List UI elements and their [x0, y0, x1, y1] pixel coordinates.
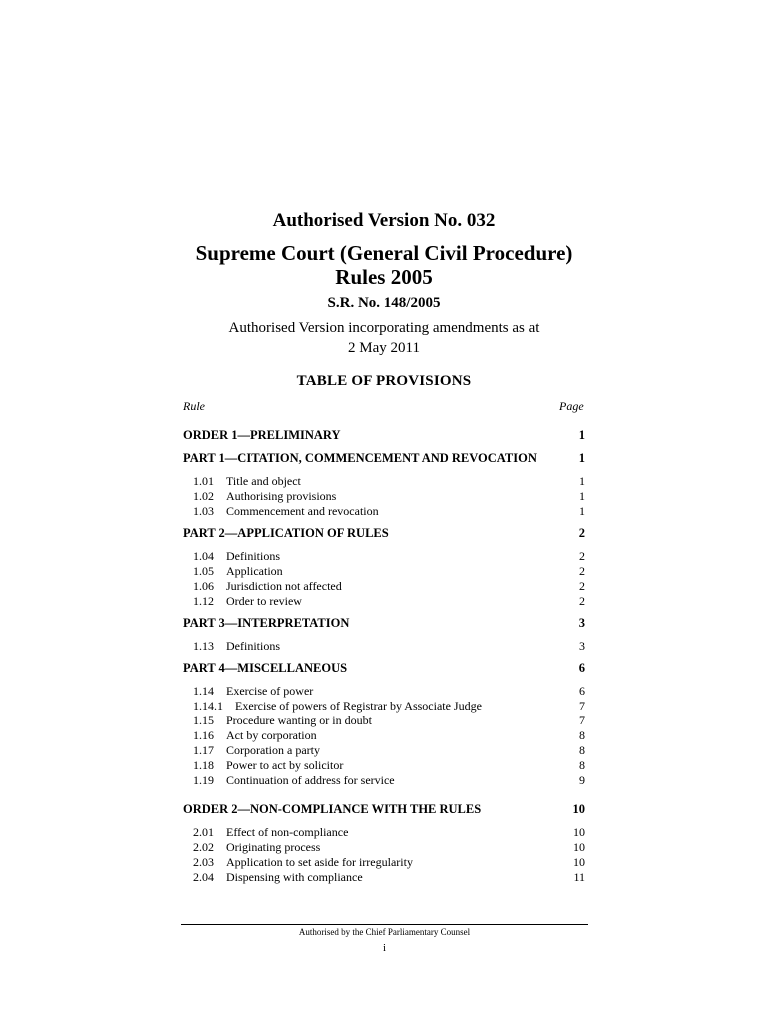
- toc-page-number: 6: [578, 661, 585, 675]
- column-heading-page: Page: [559, 399, 584, 413]
- rule-title: Authorising provisions: [226, 489, 337, 503]
- toc-heading-label: PART 4—MISCELLANEOUS: [183, 661, 348, 675]
- toc-heading-label: PART 3—INTERPRETATION: [183, 616, 350, 630]
- rule-number: 1.12: [193, 594, 214, 608]
- toc-page-number: 3: [579, 639, 585, 653]
- toc-page-number: 6: [579, 684, 585, 698]
- toc-page-number: 1: [579, 504, 585, 518]
- toc-page-number: 7: [579, 713, 585, 727]
- rule-number: 1.13: [193, 639, 214, 653]
- rule-title: Power to act by solicitor: [226, 758, 344, 772]
- rule-number: 1.14.1: [193, 699, 223, 713]
- rule-title: Application: [226, 564, 283, 578]
- toc-page-number: 8: [579, 758, 585, 772]
- toc-page-number: 2: [579, 549, 585, 563]
- rule-title: Act by corporation: [226, 728, 317, 742]
- toc-page-number: 9: [579, 773, 585, 787]
- rule-number: 1.02: [193, 489, 214, 503]
- toc-heading: TABLE OF PROVISIONS: [296, 373, 472, 389]
- toc-page-number: 1: [578, 428, 585, 442]
- toc-page-number: 2: [579, 564, 585, 578]
- rule-number: 1.03: [193, 504, 214, 518]
- toc-heading-label: ORDER 2—NON-COMPLIANCE WITH THE RULES: [183, 802, 482, 816]
- rule-number: 1.14: [193, 684, 214, 698]
- rule-number: 1.15: [193, 713, 214, 727]
- toc-page-number: 10: [573, 855, 585, 869]
- authorised-version: Authorised Version No. 032: [272, 210, 496, 231]
- rule-number: 1.16: [193, 728, 214, 742]
- toc-page-number: 2: [579, 579, 585, 593]
- toc-heading-label: ORDER 1—PRELIMINARY: [183, 428, 341, 442]
- rule-title: Definitions: [226, 639, 280, 653]
- footer-page-number: i: [382, 942, 387, 954]
- toc-page-number: 10: [573, 825, 585, 839]
- footer-authorised-by: Authorised by the Chief Parliamentary Counsel: [298, 927, 471, 937]
- rule-title: Application to set aside for irregularity: [226, 855, 413, 869]
- footer-divider: [181, 924, 588, 925]
- rule-title: Jurisdiction not affected: [226, 579, 342, 593]
- toc-page-number: 1: [579, 474, 585, 488]
- rule-title: Order to review: [226, 594, 302, 608]
- rule-number: 1.01: [193, 474, 214, 488]
- toc-page-number: 2: [579, 594, 585, 608]
- document-title-line1: Supreme Court (General Civil Procedure): [195, 241, 573, 265]
- toc-page-number: 11: [573, 870, 585, 884]
- rule-title: Exercise of power: [226, 684, 314, 698]
- toc-page-number: 2: [578, 526, 585, 540]
- rule-title: Title and object: [226, 474, 301, 488]
- rule-number: 1.06: [193, 579, 214, 593]
- rule-number: 1.05: [193, 564, 214, 578]
- rule-title: Effect of non-compliance: [226, 825, 349, 839]
- toc-page-number: 10: [573, 840, 585, 854]
- column-heading-rule: Rule: [183, 399, 205, 413]
- toc-page-number: 1: [578, 451, 585, 465]
- toc-page-number: 7: [579, 699, 585, 713]
- rule-number: 2.04: [193, 870, 214, 884]
- toc-page-number: 1: [579, 489, 585, 503]
- toc-heading-label: PART 2—APPLICATION OF RULES: [183, 526, 389, 540]
- rule-number: 1.19: [193, 773, 214, 787]
- rule-title: Originating process: [226, 840, 321, 854]
- toc-heading-label: PART 1—CITATION, COMMENCEMENT AND REVOCATION: [183, 451, 537, 465]
- rule-title: Exercise of powers of Registrar by Associate Judge: [235, 699, 482, 713]
- sr-number: S.R. No. 148/2005: [327, 295, 441, 311]
- toc-page-number: 10: [572, 802, 585, 816]
- rule-title: Corporation a party: [226, 743, 320, 757]
- incorporating-line1: Authorised Version incorporating amendments as at: [228, 320, 540, 336]
- rule-number: 2.03: [193, 855, 214, 869]
- rule-title: Commencement and revocation: [226, 504, 379, 518]
- rule-title: Dispensing with compliance: [226, 870, 363, 884]
- rule-number: 1.04: [193, 549, 214, 563]
- rule-title: Procedure wanting or in doubt: [226, 713, 372, 727]
- toc-page-number: 8: [579, 728, 585, 742]
- document-title-line2: Rules 2005: [335, 265, 433, 289]
- rule-title: Definitions: [226, 549, 280, 563]
- toc-page-number: 8: [579, 743, 585, 757]
- rule-number: 1.17: [193, 743, 214, 757]
- toc-page-number: 3: [578, 616, 585, 630]
- rule-number: 2.02: [193, 840, 214, 854]
- incorporating-date: 2 May 2011: [348, 340, 420, 356]
- rule-title: Continuation of address for service: [226, 773, 395, 787]
- rule-number: 1.18: [193, 758, 214, 772]
- rule-number: 2.01: [193, 825, 214, 839]
